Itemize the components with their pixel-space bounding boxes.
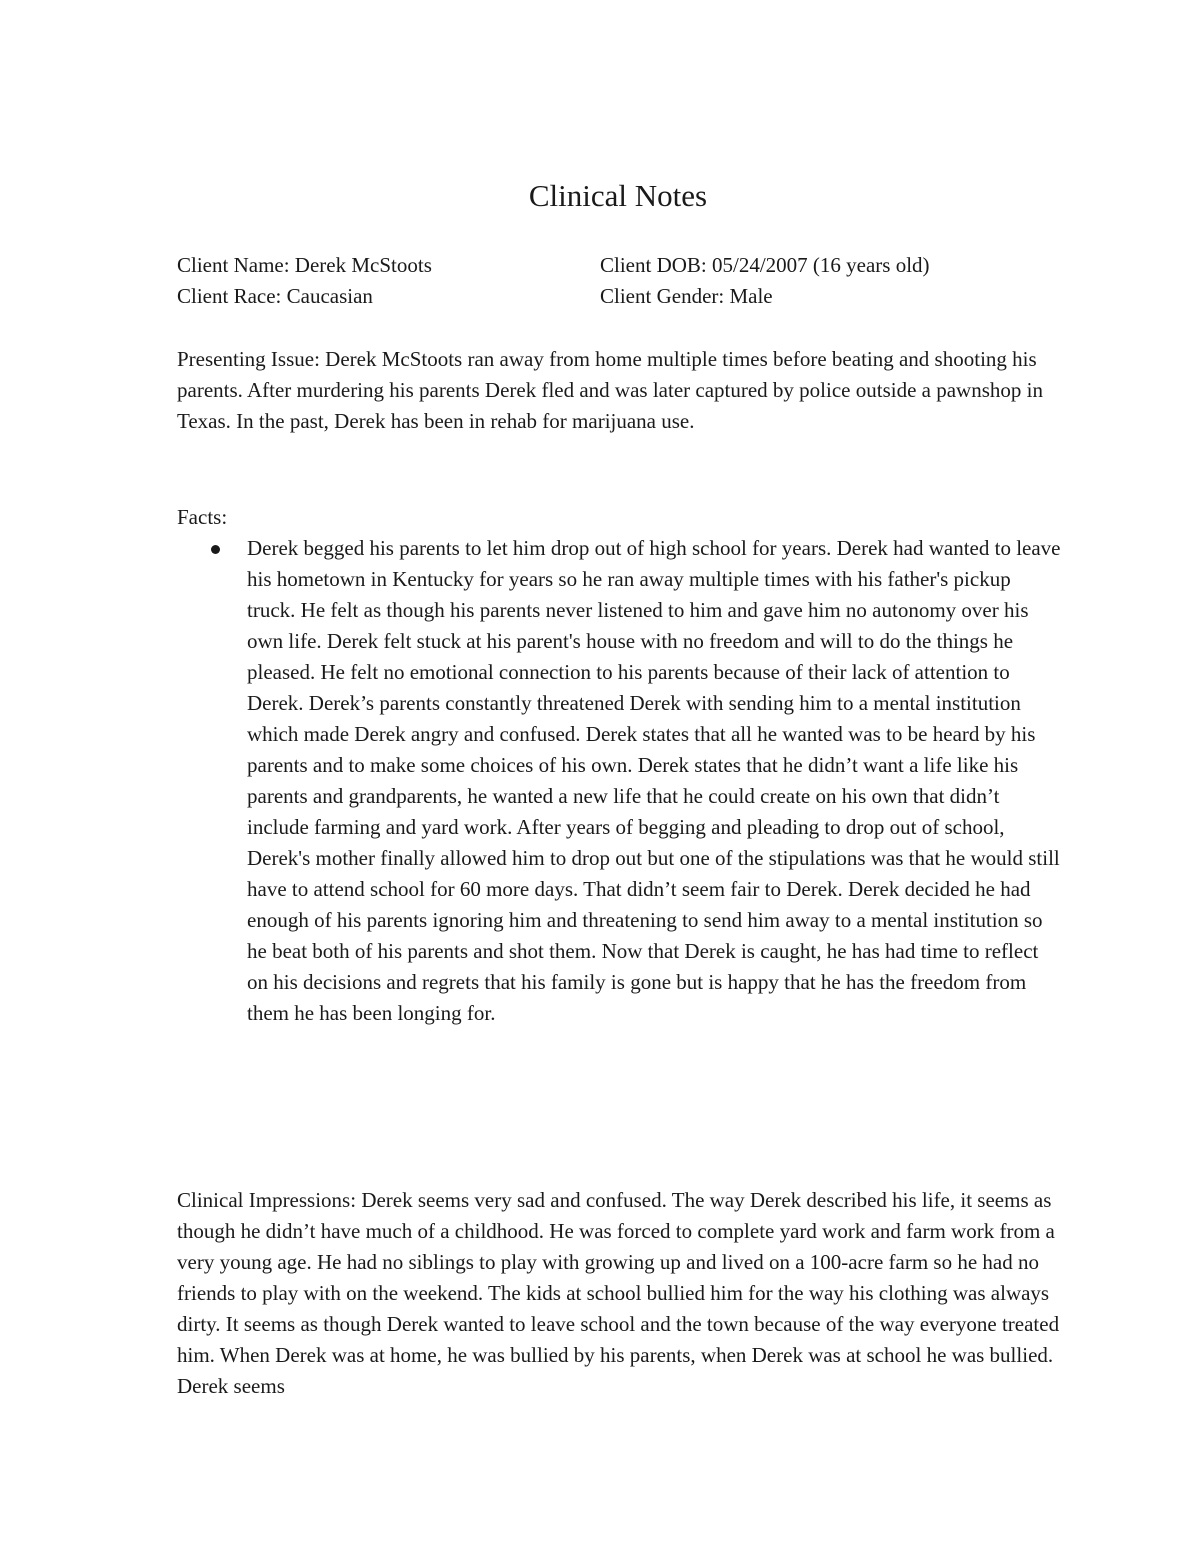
- facts-list: [247, 533, 1062, 1029]
- client-gender: Client Gender: Male: [600, 284, 773, 308]
- client-info-row-2: [177, 281, 773, 312]
- clinical-impressions-paragraph: Clinical Impressions: Derek seems very sad and confused. The way Derek described his life, it seems as though he didn’t have much of a childhood. He was forced to complete yard work and farm work from a very young age. He had no siblings to play with growing up and lived on a 100-acre farm so he had no friends to play with on the weekend. The kids at school bullied him for the way his clothing was always dirty. It seems as though Derek wanted to leave school and the town because of the way everyone treated him. When Derek was at home, he was bullied by his parents, when Derek was at school he was bullied. Derek seems: [177, 1188, 1060, 1398]
- client-race: Client Race: Caucasian: [177, 284, 373, 308]
- list-item: [247, 533, 1062, 1029]
- client-name: Client Name: Derek McStoots: [177, 253, 432, 277]
- client-dob: Client DOB: 05/24/2007 (16 years old): [600, 253, 930, 277]
- fact-text: Derek begged his parents to let him drop out of high school for years. Derek had wanted to leave his hometown in Kentucky for years so he ran away multiple times with his father's pickup truck. He felt as though his parents never listened to him and gave him no autonomy over his own life. Derek felt stuck at his parent's house with no freedom and will to do the things he pleased. He felt no emotional connection to his parents because of their lack of attention to Derek. Derek’s parents constantly threatened Derek with sending him to a mental institution which made Derek angry and confused. Derek states that all he wanted was to be heard by his parents and to make some choices of his own. Derek states that he didn’t want a life like his parents and grandparents, he wanted a new life that he could create on his own that didn’t include farming and yard work. After years of begging and pleading to drop out of school, Derek's mother finally allowed him to drop out but one of the stipulations was that he would still have to attend school for 60 more days. That didn’t seem fair to Derek. Derek decided he had enough of his parents ignoring him and threatening to send him away to a mental institution so he beat both of his parents and shot them. Now that Derek is caught, he has had time to reflect on his decisions and regrets that his family is gone but is happy that he has the freedom from them he has been longing for.: [247, 536, 1061, 1025]
- bullet-icon: [211, 545, 220, 554]
- presenting-issue-paragraph: Presenting Issue: Derek McStoots ran away from home multiple times before beating and shooting his parents. After murdering his parents Derek fled and was later captured by police outside a pawnshop in Texas. In the past, Derek has been in rehab for marijuana use.: [177, 347, 1043, 433]
- document-title: Clinical Notes: [528, 178, 708, 213]
- client-info-row-1: [177, 250, 930, 281]
- facts-label: Facts:: [177, 505, 228, 529]
